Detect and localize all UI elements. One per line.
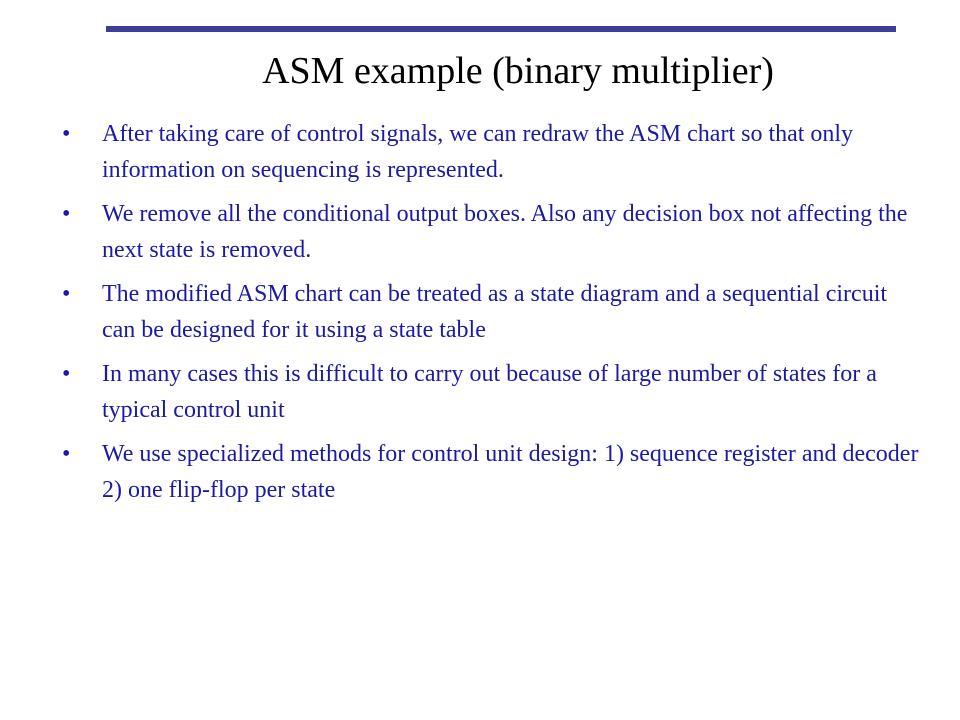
bullet-text: The modified ASM chart can be treated as a state diagram and a sequential circuit can be designed for it using a state table [102,281,888,343]
bullet-text: After taking care of control signals, we can redraw the ASM chart so that only information on sequencing is represented. [102,121,854,183]
bullet-text: In many cases this is difficult to carry out because of large number of states for a typical control unit [102,361,877,423]
bullet-text: We remove all the conditional output boxes. Also any decision box not affecting the next state is removed. [102,201,908,263]
bullet-item [62,196,922,268]
bullet-dot-icon: • [62,441,71,467]
bullet-text: We use specialized methods for control unit design: 1) sequence register and decoder 2) one flip-flop per state [102,441,919,503]
slide-title: ASM example (binary multiplier) [262,50,774,92]
bullet-item [62,436,922,508]
bullet-dot-icon: • [62,201,71,227]
bullet-item [62,276,922,348]
bullet-list [62,116,922,516]
title-rule [106,26,896,32]
bullet-dot-icon: • [62,281,71,307]
bullet-dot-icon: • [62,121,71,147]
bullet-item [62,356,922,428]
bullet-dot-icon: • [62,361,71,387]
bullet-item [62,116,922,188]
